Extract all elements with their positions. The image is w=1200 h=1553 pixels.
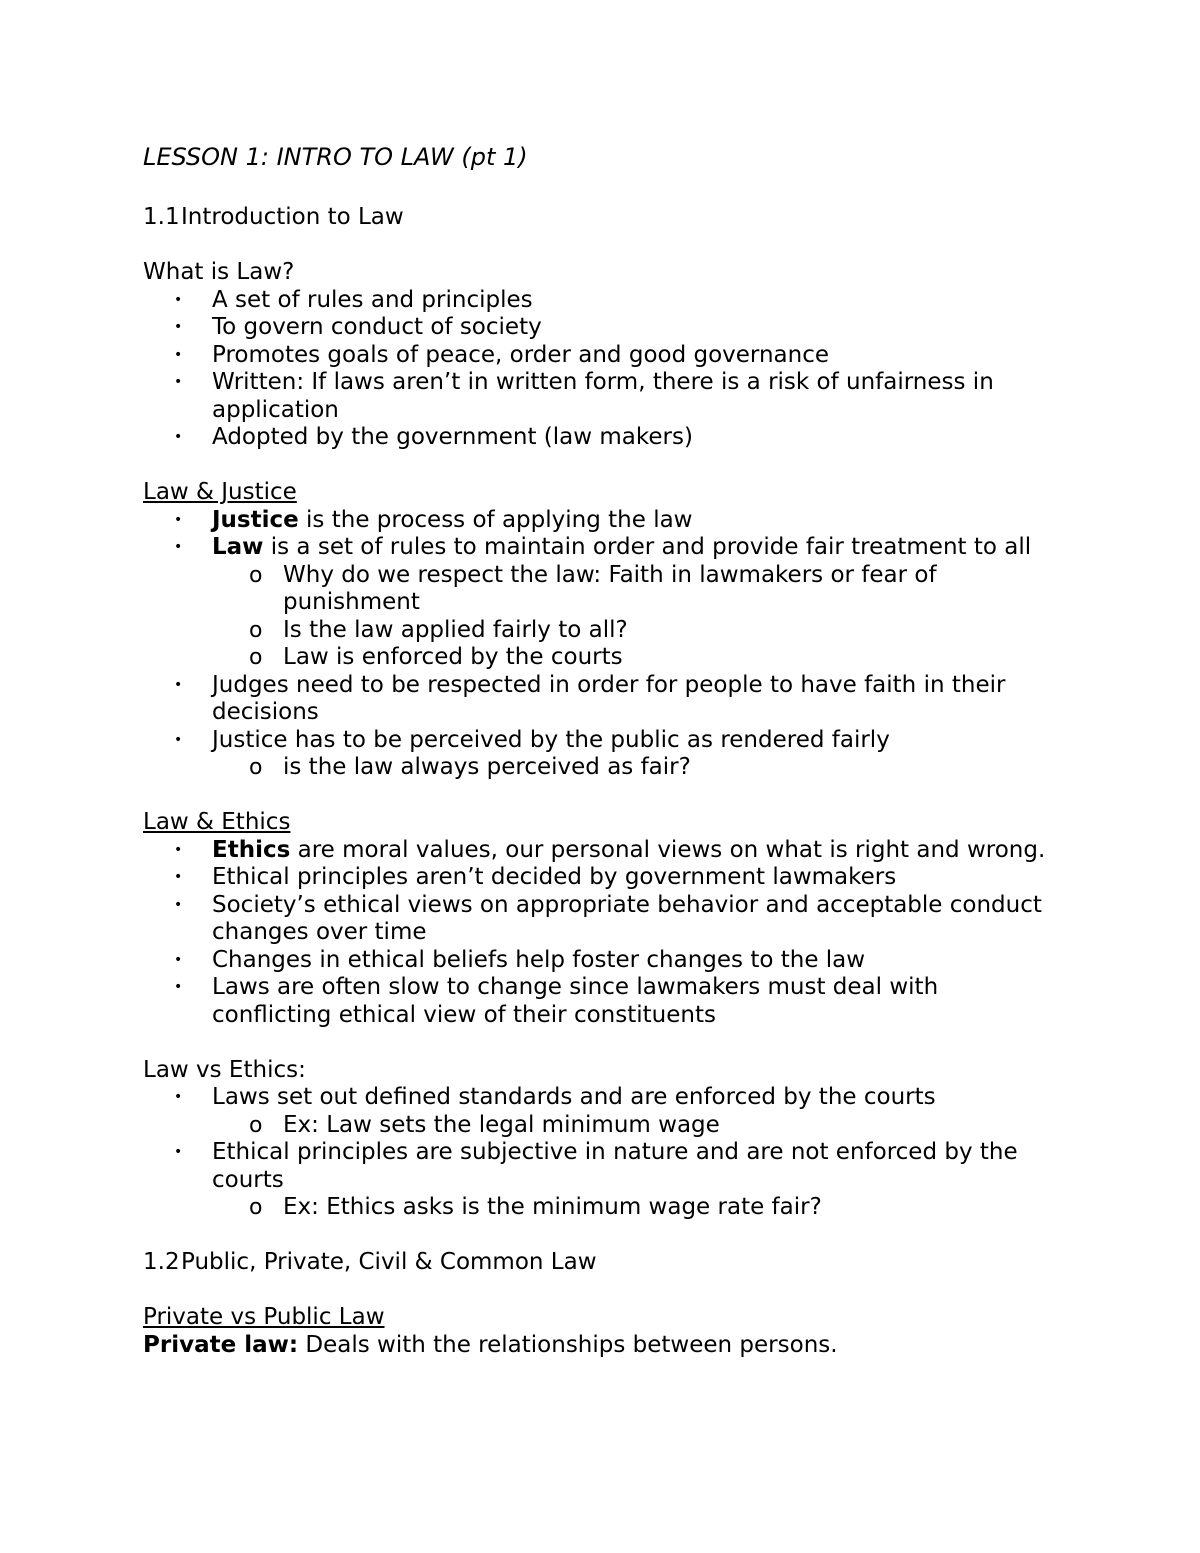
bullet: • [174,1144,183,1160]
bullet: • [174,896,183,913]
what-is-law-list [143,287,1063,452]
page-title: LESSON 1: INTRO TO LAW (pt 1) [143,143,528,171]
bullet: • [174,979,183,995]
term-justice: Justice [212,506,299,533]
bullet: • [174,374,183,390]
term-private-law: Private law: [143,1331,299,1358]
sub-bullet: o [249,617,263,643]
bullet: • [174,869,183,885]
sub-bullet: o [249,562,263,588]
sub-bullet: o [249,755,263,780]
list-item-text: Changes in ethical beliefs help foster changes to the law [212,946,866,973]
law-ethics-list [143,837,1063,1030]
list-item-text: Laws are often slow to change since lawmakers must deal with conflicting ethical view of their constituents [212,974,939,1028]
list-item [143,534,1063,562]
section-number: 1.1 [143,204,180,230]
bullet: • [174,511,183,528]
bullet: • [174,429,183,445]
sub-bullet: o [249,1195,263,1220]
list-item-text: To govern conduct of society [212,314,542,340]
list-item-text: Ethical principles aren’t decided by government lawmakers [212,864,897,890]
list-item [143,314,1063,342]
list-item-text: Ex: Law sets the legal minimum wage [283,1111,720,1138]
bullet: • [174,346,183,363]
list-item-text: Ethical principles are subjective in nature and are not enforced by the courts [212,1139,1018,1193]
list-item-text: Why do we respect the law: Faith in lawmakers or fear of punishment [283,561,937,615]
bullet: • [174,951,183,968]
list-item-text: Society’s ethical views on appropriate behavior and acceptable conduct changes over time [212,891,1042,945]
list-item-text: Judges need to be respected in order for people to have faith in their decisions [212,671,1006,725]
private-law-definition [143,1332,1063,1360]
list-item-text: Laws set out defined standards and are enforced by the courts [212,1084,936,1110]
list-item-text: is the process of applying the law [298,506,693,533]
list-item [143,947,1063,975]
list-item-text: Is the law applied fairly to all? [283,616,628,643]
sub-list-item [143,1112,1063,1140]
list-item-text: are moral values, our personal views on what is right and wrong. [290,836,1046,863]
list-item-text: Ex: Ethics asks is the minimum wage rate fair? [283,1194,822,1220]
list-item [143,507,1063,535]
law-vs-ethics-list [143,1084,1063,1222]
list-item-text: Written: If laws aren’t in written form, there is a risk of unfairness in application [212,369,994,423]
bullet: • [174,291,183,308]
sub-list-item [143,562,1063,617]
bullet: • [174,1089,183,1105]
list-item [143,287,1063,315]
sub-bullet: o [249,645,263,670]
bullet: • [174,676,183,693]
term-ethics: Ethics [212,836,291,863]
list-item-text: Justice has to be perceived by the public as rendered fairly [212,726,890,753]
bullet: • [174,731,183,748]
sub-list-item [143,754,1063,782]
list-item-text: Promotes goals of peace, order and good governance [212,341,830,368]
heading-law-vs-ethics: Law vs Ethics: [143,1056,306,1083]
heading-law-ethics: Law & Ethics [143,809,291,835]
list-item [143,864,1063,892]
bullet: • [174,841,183,858]
section-heading-1-2 [143,1249,1063,1277]
list-item-text: A set of rules and principles [212,286,533,313]
sub-bullet: o [249,1112,263,1138]
heading-private-vs-public-law: Private vs Public Law [143,1304,385,1330]
list-item [143,892,1063,947]
sub-list-item [143,617,1063,645]
bullet: • [174,319,183,335]
sub-list-item [143,1194,1063,1222]
list-item [143,727,1063,755]
bullet: • [174,539,183,555]
list-item-text: Law is enforced by the courts [283,644,623,670]
law-justice-list [143,507,1063,782]
list-item-text: Adopted by the government (law makers) [212,424,693,450]
section-label: Public, Private, Civil & Common Law [181,1249,597,1275]
list-item [143,342,1063,370]
term-law: Law [212,534,264,560]
section-label: Introduction to Law [181,204,404,230]
sub-list-item [143,644,1063,672]
list-item [143,1139,1063,1194]
document-page [143,142,1063,1359]
section-number: 1.2 [143,1249,180,1275]
list-item [143,1084,1063,1112]
heading-what-is-law: What is Law? [143,259,295,285]
list-item [143,837,1063,865]
definition-text: Deals with the relationships between persons. [298,1331,838,1358]
list-item [143,672,1063,727]
list-item [143,369,1063,424]
list-item [143,424,1063,452]
section-heading-1-1 [143,204,1063,232]
heading-law-justice: Law & Justice [143,479,297,505]
list-item [143,974,1063,1029]
list-item-text: is the law always perceived as fair? [283,754,691,780]
list-item-text: is a set of rules to maintain order and provide fair treatment to all [263,534,1032,560]
